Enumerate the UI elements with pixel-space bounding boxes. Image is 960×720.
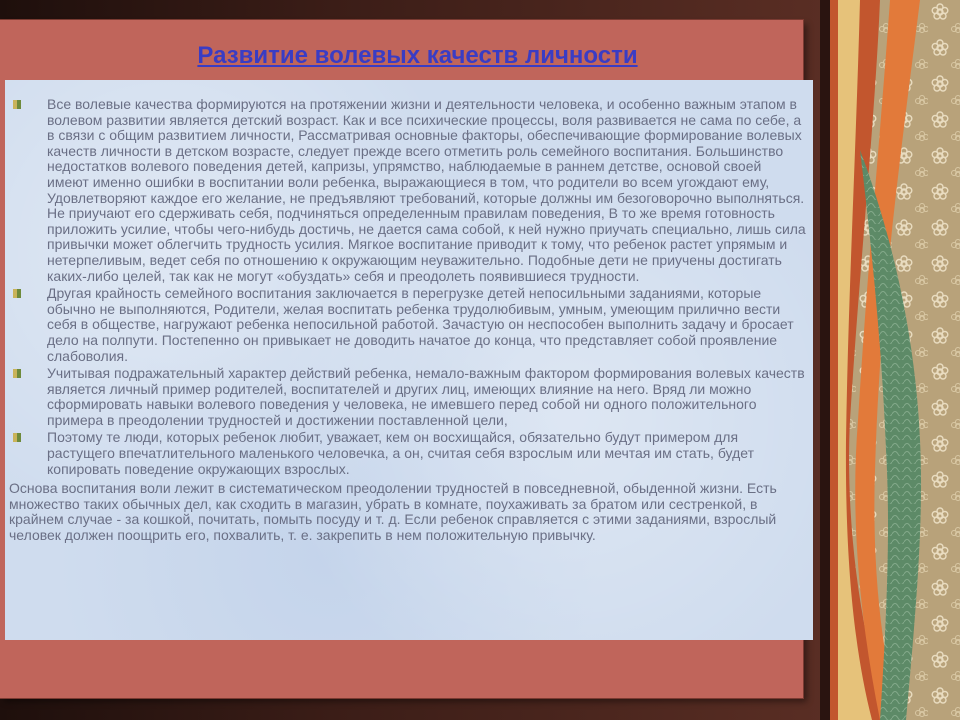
closing-paragraph: Основа воспитания воли лежит в систематическом преодолении трудностей в повседневной, обыденной жизни. Есть множество таких обычных дел, как сходить в магазин, убрать в комнате, поухаживать за братом или сестренкой, в крайнем случае - за кошкой, почитать, помыть посуду и т. д. Если ребенок справляется с этими заданиями, взрослый человек должен поощрить его, похвалить, т. е. закрепить в нем положительную привычку. [9,480,777,543]
bullet-text: Учитывая подражательный характер действий ребенка, немало-важным фактором формирования волевых качеств является личный пример родителей, воспитателей и других лиц, имеющих влияние на него. Вряд ли можно сформировать навыки волевого поведения у человека, не имевшего перед собой ни одного положительного примера в преодолении трудностей и достижении поставленной цели, [47,365,805,428]
bullet-paragraph [5,430,813,477]
bullet-icon [13,289,21,298]
bullet-list [5,80,813,479]
bullet-icon [13,100,21,109]
text-panel [5,80,813,640]
bullet-icon [13,369,21,378]
decorative-side-pattern [820,0,960,720]
decorative-pattern-graphic [820,0,960,720]
bullet-icon [13,433,21,442]
bullet-paragraph [5,286,813,364]
bullet-paragraph [5,366,813,428]
bullet-text: Поэтому те люди, которых ребенок любит, уважает, кем он восхищайся, обязательно будут примером для растущего впечатлительного маленького человечка, а он, считая себя взрослым или мечтая им стать, будет копировать поведение окружающих взрослых. [47,429,754,477]
bullet-text: Все волевые качества формируются на протяжении жизни и деятельности человека, и особенно важным этапом в волевом развитии является детский возраст. Как и все психические процессы, воля развивается не сама по себе, а в связи с общим развитием личности, Рассматривая основные факторы, обеспечивающие формирование волевых качеств личности в детском возрасте, следует прежде всего отметить роль семейного воспитания. Большинство недостатков волевого поведения детей, капризы, упрямство, наблюдаемые в раннем детстве, основой своей имеют именно ошибки в воспитании воли ребенка, выражающиеся в том, что родители во всем угождают ему, Удовлетворяют каждое его желание, не предъявляют требований, которые должны им безоговорочно выполняться. Не приучают его сдерживать себя, подчиняться определенным правилам поведения, В то же время готовность приложить усилие, чтобы чего-нибудь достичь, не дается сама собой, к ней нужно приучать специально, лишь сила привычки может облегчить трудность усилия. Мягкое воспитание приводит к тому, что ребенок растет упрямым и нетерпеливым, ведет себя по отношению к окружающим неуважительно. Подобные дети не приучены достигать каких-либо целей, так как не могут «обуздать» себя и преодолеть появившиеся трудности. [47,96,806,284]
slide-title: Развитие волевых качеств личности [197,42,638,69]
bullet-paragraph [5,80,813,284]
bullet-text: Другая крайность семейного воспитания заключается в перегрузке детей непосильными заданиями, которые обычно не выполняются, Родители, желая воспитать ребенка трудолюбивым, умным, умеющим прилично вести себя в обществе, нагружают ребенка непосильной работой. Зачастую он неспособен выполнить задачу и бросает дело на полпути. Постепенно он привыкает не доводить начатое до конца, что представляет собой проявление слабоволия. [47,285,794,364]
